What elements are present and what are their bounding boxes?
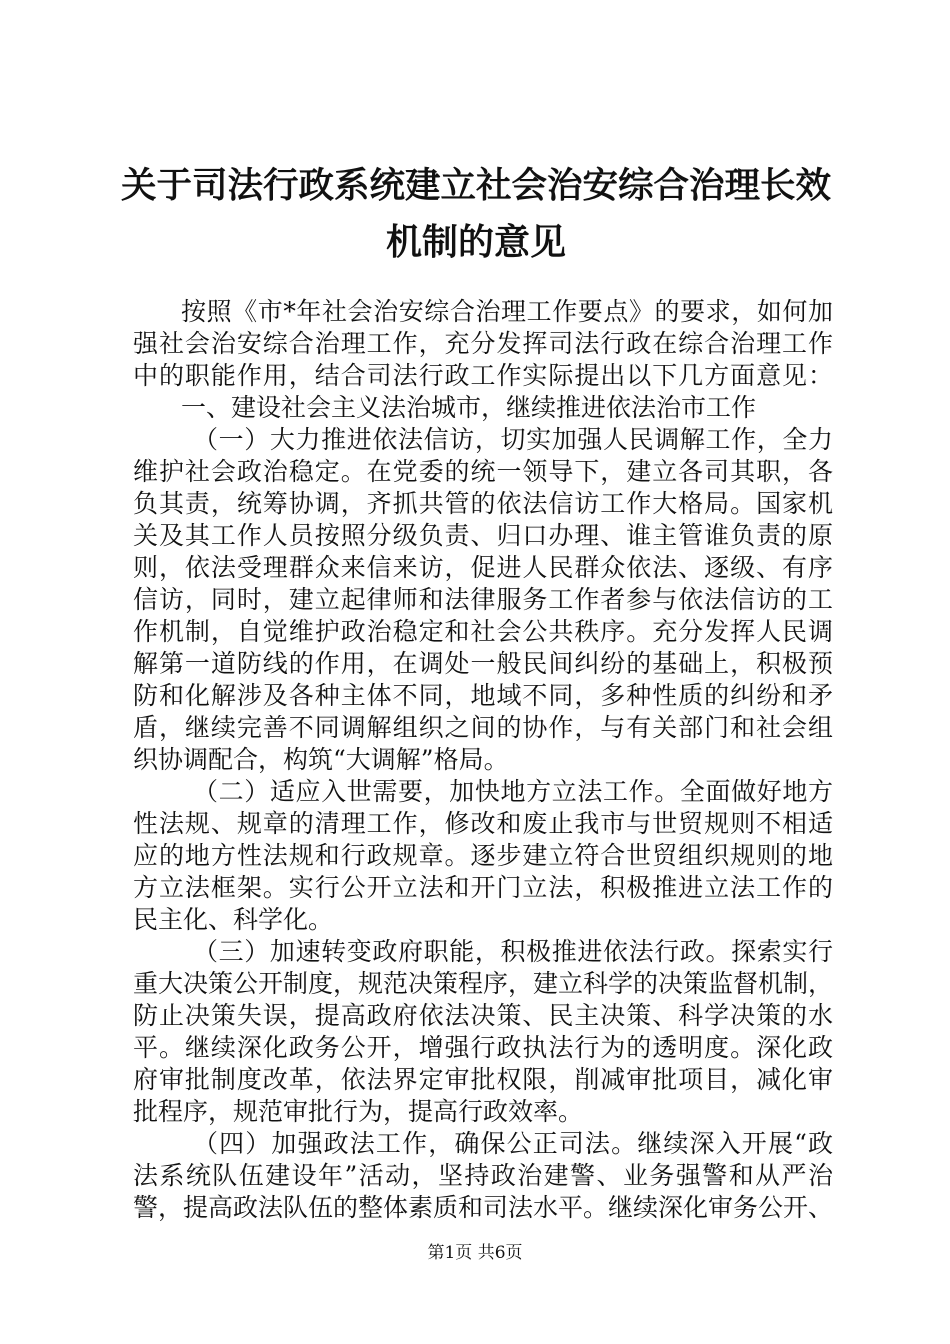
page-number-footer: 第1页 共6页 bbox=[427, 1243, 523, 1263]
body-line: 中的职能作用，结合司法行政工作实际提出以下几方面意见： bbox=[133, 361, 833, 390]
body-line: 维护社会政治稳定。在党委的统一领导下，建立各司其职，各 bbox=[133, 457, 833, 486]
body-line: 防和化解涉及各种主体不同，地域不同，多种性质的纠纷和矛 bbox=[133, 681, 833, 710]
body-line: 性法规、规章的清理工作，修改和废止我市与世贸规则不相适 bbox=[133, 809, 833, 838]
section-heading: 一、建设社会主义法治城市，继续推进依法治市工作 bbox=[181, 393, 757, 422]
body-line: 关及其工作人员按照分级负责、归口办理、谁主管谁负责的原 bbox=[133, 521, 833, 550]
body-line: 方立法框架。实行公开立法和开门立法，积极推进立法工作的 bbox=[133, 873, 833, 902]
body-line: 府审批制度改革，依法界定审批权限，削减审批项目，减化审 bbox=[133, 1065, 833, 1094]
document-title-line-2: 机制的意见 bbox=[385, 221, 566, 263]
body-line: 批程序，规范审批行为，提高行政效率。 bbox=[133, 1097, 584, 1126]
body-line: 法系统队伍建设年”活动，坚持政治建警、业务强警和从严治 bbox=[133, 1161, 833, 1190]
body-line: 平。继续深化政务公开，增强行政执法行为的透明度。深化政 bbox=[133, 1033, 833, 1062]
document-body bbox=[133, 296, 833, 1224]
body-line: 作机制，自觉维护政治稳定和社会公共秩序。充分发挥人民调 bbox=[133, 617, 833, 646]
body-line: 强社会治安综合治理工作，充分发挥司法行政在综合治理工作 bbox=[133, 329, 833, 358]
body-line: （三）加速转变政府职能，积极推进依法行政。探索实行 bbox=[193, 937, 833, 966]
document-title-line-1: 关于司法行政系统建立社会治安综合治理长效 bbox=[120, 165, 831, 206]
body-line: 解第一道防线的作用，在调处一般民间纠纷的基础上，积极预 bbox=[133, 649, 833, 678]
body-line: （二）适应入世需要，加快地方立法工作。全面做好地方 bbox=[193, 777, 833, 806]
body-line: 负其责，统筹协调，齐抓共管的依法信访工作大格局。国家机 bbox=[133, 489, 833, 518]
body-line: 信访，同时，建立起律师和法律服务工作者参与依法信访的工 bbox=[133, 585, 833, 614]
body-line: 盾，继续完善不同调解组织之间的协作，与有关部门和社会组 bbox=[133, 713, 833, 742]
body-line: 按照《市*年社会治安综合治理工作要点》的要求，如何加 bbox=[181, 297, 833, 326]
body-line: 应的地方性法规和行政规章。逐步建立符合世贸组织规则的地 bbox=[133, 841, 833, 870]
body-line: 警，提高政法队伍的整体素质和司法水平。继续深化审务公开、 bbox=[133, 1193, 834, 1222]
body-line: 织协调配合，构筑“大调解”格局。 bbox=[133, 745, 509, 774]
body-line: 则，依法受理群众来信来访，促进人民群众依法、逐级、有序 bbox=[133, 553, 833, 582]
body-line: （一）大力推进依法信访，切实加强人民调解工作，全力 bbox=[193, 425, 833, 454]
body-line: （四）加强政法工作，确保公正司法。继续深入开展“政 bbox=[193, 1129, 833, 1158]
body-line: 防止决策失误，提高政府依法决策、民主决策、科学决策的水 bbox=[133, 1001, 833, 1030]
body-line: 重大决策公开制度，规范决策程序，建立科学的决策监督机制， bbox=[133, 969, 834, 998]
body-line: 民主化、科学化。 bbox=[133, 905, 334, 934]
